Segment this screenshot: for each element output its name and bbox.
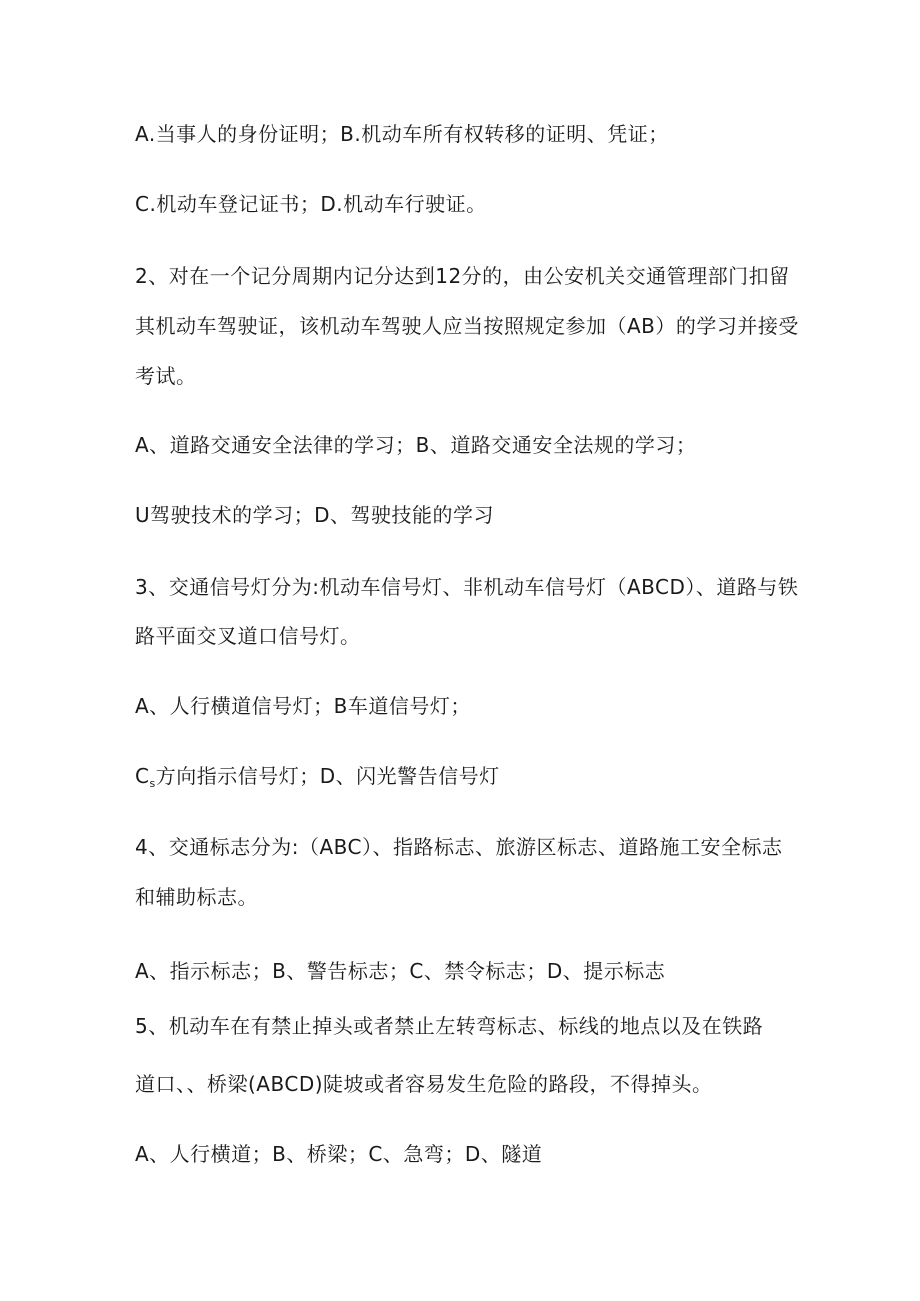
text-line-q3-part1: 3、交通信号灯分为:机动车信号灯、非机动车信号灯（ABCD）、道路与铁: [135, 575, 799, 599]
text-line-q3-options-cd: [135, 764, 500, 796]
option-c-letter: C: [135, 764, 150, 788]
text-line-q2-part3: 考试。: [135, 364, 197, 388]
text-line-q4-part2: 和辅助标志。: [135, 885, 258, 909]
text-line-q2-part1: 2、对在一个记分周期内记分达到12分的，由公安机关交通管理部门扣留: [135, 264, 790, 288]
text-line-q4-options: A、指示标志；B、警告标志；C、禁令标志；D、提示标志: [135, 959, 666, 983]
text-line-q2-options-cd: U驾驶技术的学习；D、驾驶技能的学习: [135, 503, 495, 527]
text-line-q3-options-ab: A、人行横道信号灯；B车道信号灯；: [135, 694, 471, 718]
text-line-q2-options-ab: A、道路交通安全法律的学习；B、道路交通安全法规的学习；: [135, 433, 697, 457]
option-c-text: 方向指示信号灯；D、闪光警告信号灯: [155, 764, 500, 788]
option-c-subscript: s: [149, 777, 156, 790]
text-line-q1-options-cd: C.机动车登记证书；D.机动车行驶证。: [135, 192, 487, 216]
text-line-q3-part2: 路平面交叉道口信号灯。: [135, 624, 361, 648]
text-line-q5-options: A、人行横道；B、桥梁；C、急弯；D、隧道: [135, 1142, 543, 1166]
text-line-q5-part2: 道口、、桥梁(ABCD)陡坡或者容易发生危险的路段，不得掉头。: [135, 1072, 713, 1096]
text-line-q5-part1: 5、机动车在有禁止掉头或者禁止左转弯标志、标线的地点以及在铁路: [135, 1014, 764, 1038]
text-line-q1-options-ab: A.当事人的身份证明；B.机动车所有权转移的证明、凭证；: [135, 122, 669, 146]
text-line-q4-part1: 4、交通标志分为:（ABC）、指路标志、旅游区标志、道路施工安全标志: [135, 835, 783, 859]
text-line-q2-part2: 其机动车驾驶证，该机动车驾驶人应当按照规定参加（AB）的学习并接受: [135, 314, 799, 338]
